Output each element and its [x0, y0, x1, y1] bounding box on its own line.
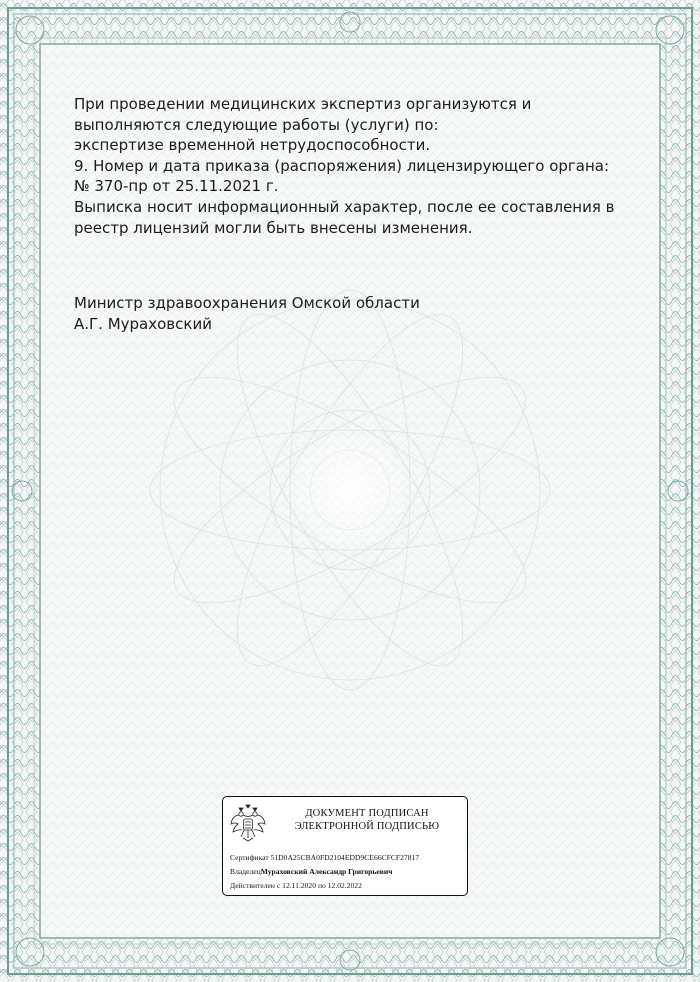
body-line-5: № 370-пр от 25.11.2021 г.: [74, 177, 279, 196]
owner-label: Владелец: [230, 867, 261, 876]
stamp-title-line-1: ДОКУМЕНТ ПОДПИСАН: [305, 808, 429, 819]
body-line-2: выполняются следующие работы (услуги) по:: [74, 115, 439, 134]
certificate-label: Сертификат: [230, 853, 269, 862]
valid-to-label: по: [317, 881, 326, 890]
body-line-3: экспертизе временной нетрудоспособности.: [74, 136, 431, 155]
signer-block: [74, 293, 420, 334]
owner-value: Мураховский Александр Григорьевич: [260, 867, 393, 876]
body-text: [74, 94, 634, 238]
body-line-1: При проведении медицинских экспертиз организуются и: [74, 95, 532, 113]
body-line-7: реестр лицензий могли быть внесены изменения.: [74, 218, 473, 237]
body-line-4: 9. Номер и дата приказа (распоряжения) лицензирующего органа:: [74, 156, 610, 175]
certificate-value: 51D0A25CBA0FD2104EDD9CE66CFCF27817: [270, 853, 420, 862]
stamp-title: [271, 807, 463, 833]
valid-from: 12.11.2020: [282, 881, 317, 890]
electronic-signature-stamp: [222, 796, 468, 896]
body-line-6: Выписка носит информационный характер, после ее составления в: [74, 197, 615, 216]
owner-line: [230, 867, 393, 877]
signer-name: А.Г. Мураховский: [74, 314, 212, 333]
double-headed-eagle-emblem-icon: [229, 802, 267, 844]
signer-position: Министр здравоохранения Омской области: [74, 294, 420, 312]
validity-line: [230, 881, 362, 891]
certificate-line: [230, 853, 419, 863]
stamp-title-line-2: ЭЛЕКТРОННОЙ ПОДПИСЬЮ: [294, 821, 440, 832]
valid-label: Действителен с: [230, 881, 281, 890]
valid-to: 12.02.2022: [327, 881, 362, 890]
